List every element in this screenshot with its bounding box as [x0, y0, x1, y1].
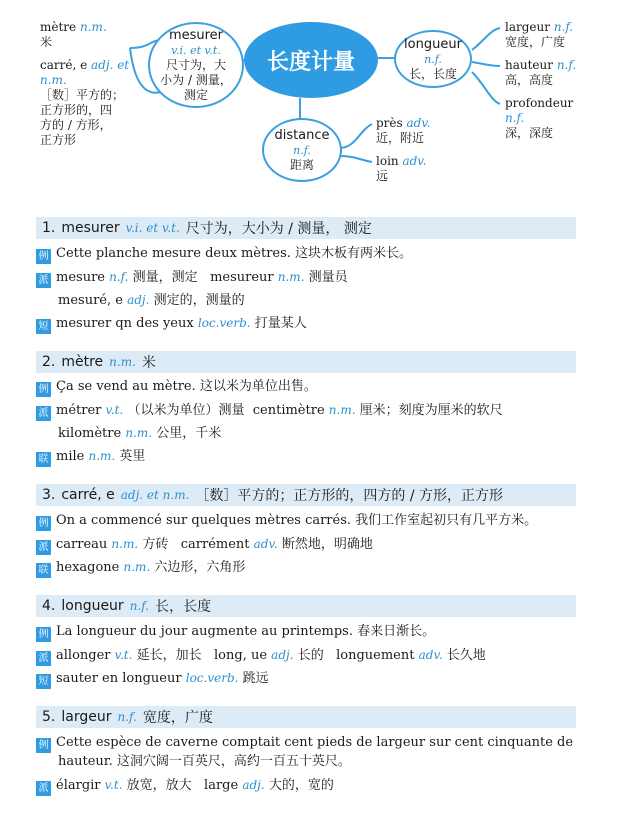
example-tag: 例: [36, 627, 51, 642]
phrase-meaning: 打量某人: [254, 316, 307, 331]
example-text: Cette espèce de caverne comptait cent pieds de largeur sur cent cinquante de: [56, 735, 574, 750]
phrase-text: sauter en longueur: [56, 671, 182, 686]
phrase-text: mesurer qn des yeux: [56, 316, 194, 331]
derived-meaning: 测量员: [308, 270, 348, 285]
section-pos: n.f.: [129, 599, 150, 613]
mindmap-meaning: 远: [376, 169, 389, 183]
derived-word: carreau: [56, 537, 108, 552]
mindmap-word: près: [376, 116, 403, 130]
derived-meaning: 断然地，明确地: [281, 537, 373, 552]
derived-line-cont: [36, 290, 596, 311]
related-meaning: 六边形，六角形: [154, 560, 246, 575]
example-line: [36, 377, 596, 397]
derived-tag: 派: [36, 781, 51, 796]
section-word: carré, e: [61, 487, 115, 503]
derived-meaning: （以米为单位）测量: [127, 403, 245, 418]
derived-word: centimètre: [252, 403, 325, 418]
example-line: [36, 244, 596, 264]
mindmap-word: mesurer: [168, 27, 224, 43]
mindmap-pos: n.f.: [553, 20, 574, 34]
example-tag: 例: [36, 516, 51, 531]
phrase-line: [36, 668, 596, 689]
section-meaning: 米: [141, 355, 156, 371]
mindmap-word: mètre: [40, 20, 77, 34]
mindmap-meaning-line: 测定: [183, 87, 208, 102]
example-text: Cette planche mesure deux mètres. 这块木板有两米长。: [56, 246, 413, 261]
mindmap-left-carre: [40, 58, 136, 148]
example-line: [36, 622, 596, 642]
section-number: 5.: [42, 709, 56, 725]
section-pos: n.f.: [117, 710, 137, 724]
section-word: longueur: [61, 598, 124, 614]
mindmap-pos: v.i. et v.t.: [171, 43, 221, 57]
example-text: hauteur. 这洞穴阔一百英尺，高约一百五十英尺。: [58, 754, 351, 769]
mindmap-meaning-line: 方的 / 方形，: [40, 118, 112, 132]
derived-word: carrément: [180, 537, 250, 552]
derived-pos: adv.: [253, 537, 278, 551]
section-meaning: 长，长度: [155, 599, 212, 615]
section-meaning: 宽度，广度: [142, 710, 213, 726]
example-line: [36, 733, 596, 753]
derived-word: allonger: [56, 648, 111, 663]
mindmap-meaning-line: 正方形的，四: [40, 103, 113, 117]
derived-pos: n.m.: [111, 537, 139, 551]
related-word: hexagone: [56, 560, 120, 575]
mindmap-near-pres: [376, 116, 431, 146]
related-tag: 联: [36, 563, 51, 578]
example-line: [36, 511, 596, 531]
mindmap-pos: n.f.: [556, 58, 577, 72]
mindmap-pos2: n.m.: [40, 73, 67, 87]
mindmap-word: loin: [376, 154, 399, 168]
mindmap-pos: n.f.: [424, 52, 442, 66]
section-header: [36, 484, 576, 506]
mindmap-pos: n.f.: [293, 143, 311, 157]
derived-word: mesure: [56, 270, 105, 285]
derived-tag: 派: [36, 406, 51, 421]
derived-word: mesuré, e: [58, 293, 123, 308]
related-pos: n.m.: [88, 449, 116, 463]
mindmap-meaning-line: ［数］平方的；: [40, 88, 125, 102]
mindmap-meaning-line: 正方形: [40, 133, 77, 147]
mindmap-node-distance: [262, 118, 342, 182]
mindmap-meaning: 长，长度: [408, 66, 457, 81]
phrase-meaning: 跳远: [242, 671, 269, 686]
derived-line-cont: [36, 423, 596, 444]
derived-pos: adj.: [127, 293, 150, 307]
derived-pos: adv.: [418, 648, 443, 662]
derived-meaning: 放宽，放大: [126, 778, 192, 793]
derived-word: métrer: [56, 403, 102, 418]
example-line-cont: [36, 752, 596, 772]
related-line: [36, 446, 596, 467]
derived-word: long, ue: [214, 648, 268, 663]
mindmap-meaning: 宽度，广度: [505, 35, 566, 49]
derived-pos: v.t.: [104, 778, 123, 792]
section-pos: v.i. et v.t.: [125, 221, 180, 235]
mindmap-meaning: 距离: [289, 157, 314, 172]
phrase-pos: loc.verb.: [197, 316, 251, 330]
derived-pos: n.m.: [277, 270, 305, 284]
derived-pos: adj.: [242, 778, 265, 792]
derived-meaning: 长的: [297, 648, 324, 663]
derived-word: mesureur: [210, 270, 274, 285]
mindmap-word: carré, e: [40, 58, 88, 72]
derived-meaning: 大的，宽的: [268, 778, 334, 793]
phrase-line: [36, 313, 596, 334]
section-word: mètre: [61, 354, 104, 370]
section-word: mesurer: [61, 220, 120, 236]
derived-line: [36, 645, 596, 666]
derived-line: [36, 267, 596, 288]
section-pos: n.m.: [109, 355, 136, 369]
section-meaning: ［数］平方的；正方形的，四方的 / 方形，正方形: [195, 488, 504, 504]
derived-line: [36, 775, 596, 796]
mindmap-word: longueur: [404, 36, 462, 52]
section-number: 1.: [42, 220, 56, 236]
section-word: largeur: [61, 709, 112, 725]
mindmap-right-hauteur: [505, 58, 576, 88]
section-number: 4.: [42, 598, 56, 614]
derived-line: [36, 400, 596, 421]
related-pos: n.m.: [123, 560, 151, 574]
example-text: On a commencé sur quelques mètres carrés. 我们工作室起初只有几平方米。: [56, 513, 538, 528]
mindmap-pos: n.f.: [505, 111, 525, 125]
section-number: 2.: [42, 354, 56, 370]
mindmap-meaning: 近，附近: [376, 131, 425, 145]
derived-pos: n.f.: [109, 270, 129, 284]
mindmap-right-profondeur: [505, 96, 573, 141]
example-tag: 例: [36, 382, 51, 397]
derived-tag: 派: [36, 540, 51, 555]
related-tag: 联: [36, 452, 51, 467]
derived-pos: v.t.: [114, 648, 133, 662]
derived-meaning: 延长，加长: [136, 648, 202, 663]
example-tag: 例: [36, 738, 51, 753]
derived-tag: 派: [36, 651, 51, 666]
derived-meaning: 公里，千米: [156, 426, 222, 441]
phrase-pos: loc.verb.: [185, 671, 239, 685]
section-pos: adj. et n.m.: [120, 488, 190, 502]
derived-pos: n.m.: [125, 426, 153, 440]
section-number: 3.: [42, 487, 56, 503]
derived-line: [36, 534, 596, 555]
mindmap-word: largeur: [505, 20, 550, 34]
mindmap-word: distance: [274, 127, 330, 143]
example-text: Ça se vend au mètre. 这以米为单位出售。: [56, 379, 317, 394]
section-header: [36, 217, 576, 239]
mindmap-meaning: 高，高度: [505, 73, 554, 87]
example-tag: 例: [36, 249, 51, 264]
mindmap-right-largeur: [505, 20, 573, 50]
derived-meaning: 测量，测定: [132, 270, 198, 285]
phrase-tag: 短: [36, 319, 51, 334]
related-meaning: 英里: [119, 449, 146, 464]
related-word: mile: [56, 449, 85, 464]
section-header: [36, 351, 576, 373]
mindmap-meaning-line: 尺寸为，大: [165, 57, 226, 72]
derived-meaning: 长久地: [446, 648, 486, 663]
mindmap-pos: adv.: [402, 154, 427, 168]
mindmap-word: hauteur: [505, 58, 553, 72]
derived-meaning: 厘米；刻度为厘米的软尺: [359, 403, 503, 418]
mindmap-meaning: 米: [40, 35, 53, 49]
mindmap-pos: n.m.: [79, 20, 107, 34]
mindmap-pos: adv.: [406, 116, 431, 130]
derived-pos: adj.: [271, 648, 294, 662]
derived-tag: 派: [36, 273, 51, 288]
mindmap-near-loin: [376, 154, 426, 184]
derived-word: élargir: [56, 778, 101, 793]
mindmap-meaning-line: 小为 / 测量，: [160, 72, 232, 87]
phrase-tag: 短: [36, 674, 51, 689]
related-line: [36, 557, 596, 578]
mindmap-node-longueur: [394, 30, 472, 88]
derived-word: large: [204, 778, 239, 793]
example-text: La longueur du jour augmente au printemps. 春来日渐长。: [56, 624, 436, 639]
derived-word: longuement: [336, 648, 415, 663]
section-header: [36, 595, 576, 617]
derived-meaning: 测定的，测量的: [153, 293, 245, 308]
derived-word: kilomètre: [58, 426, 122, 441]
derived-meaning: 方砖: [142, 537, 169, 552]
section-meaning: 尺寸为，大小为 / 测量， 测定: [185, 221, 372, 237]
derived-pos: v.t.: [105, 403, 124, 417]
mindmap-node-mesurer: [148, 22, 244, 108]
derived-pos: n.m.: [328, 403, 356, 417]
mindmap-pos: adj. et: [91, 58, 130, 72]
mindmap-center: 长度计量: [244, 22, 378, 98]
mindmap-word: profondeur: [505, 96, 574, 110]
section-header: [36, 706, 576, 728]
mindmap-meaning: 深，深度: [505, 126, 554, 140]
mindmap-left-metre: [40, 20, 107, 50]
